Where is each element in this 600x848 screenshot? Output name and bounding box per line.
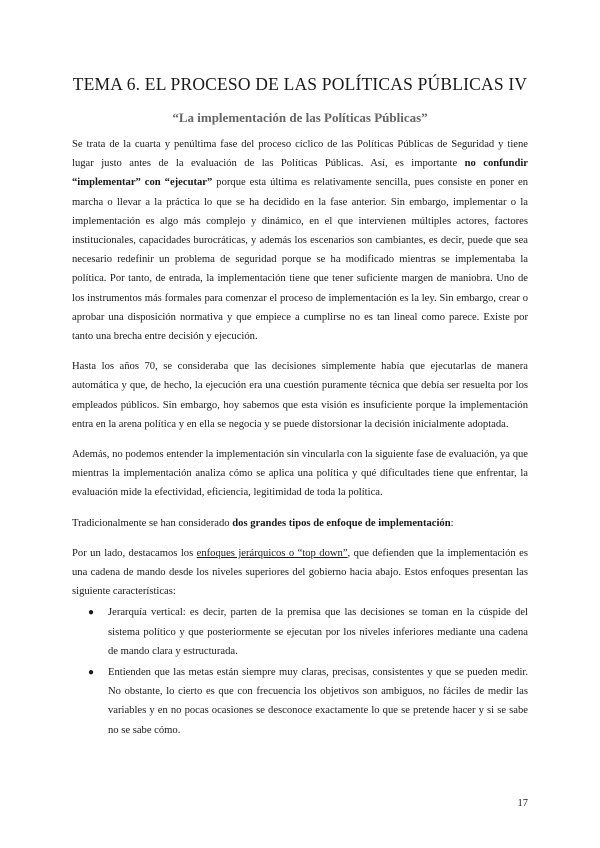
paragraph-5-underlined: enfoques jerárquicos o “top down” xyxy=(196,547,348,559)
paragraph-2: Hasta los años 70, se consideraba que las decisiones simplemente había que ejecutarlas de manera automática y que, de hecho, la ejecución era una cuestión puramente técnica que debía ser resuelta por los empleados públicos. Sin embargo, hoy sabemos que esta visión es insuficiente porque la implementación entra en la arena política y en ella se negocia y se puede distorsionar la decisión inicialmente adoptada. xyxy=(72,361,528,430)
paragraph-1 xyxy=(72,135,528,346)
page-title: TEMA 6. EL PROCESO DE LAS POLÍTICAS PÚBLICAS IV xyxy=(72,74,528,94)
paragraph-4 xyxy=(72,514,528,533)
page-number: 17 xyxy=(517,798,528,809)
paragraph-4-text-a: Tradicionalmente se han considerado xyxy=(72,517,233,529)
document-body xyxy=(72,135,528,742)
bullet-list xyxy=(72,603,528,739)
paragraph-1-bold: no confundir “implementar” con “ejecutar” xyxy=(72,158,528,189)
list-item-text: Jerarquía vertical: es decir, parten de la premisa que las decisiones se toman en la cúspide del sistema político y que posteriormente se ejecutan por los niveles inferiores mediante una cadena de mando clara y estructurada. xyxy=(108,607,528,657)
paragraph-5 xyxy=(72,544,528,602)
bullet-icon: ● xyxy=(88,667,95,679)
list-item xyxy=(72,663,528,740)
page-subtitle: “La implementación de las Políticas Públicas” xyxy=(172,110,428,125)
paragraph-5-text-a: Por un lado, destacamos los xyxy=(72,547,197,559)
paragraph-3: Además, no podemos entender la implementación sin vincularla con la siguiente fase de evaluación, ya que mientras la implementación analiza cómo se aplica una política y qué dificultades tiene que enfrentar, la evaluación mide la efectividad, eficiencia, legitimidad de toda la política. xyxy=(72,449,528,499)
paragraph-1-text-c: porque esta última es relativamente sencilla, pues consiste en poner en marcha o llevar a la práctica lo que se ha decidido en la fase anterior. Sin embargo, implementar o la implementación es algo más complejo y dinámico, en el que intervienen múltiples actores, factores institucionales, capacidades burocráticas, y además los escenarios son cambiantes, es decir, puede que sea necesario redefinir un problema de seguridad porque se ha modificado mientras se implementaba la política. Por tanto, de entrada, la implementación tiene que tener suficiente margen de maniobra. Uno de los instrumentos más formales para comenzar el proceso de implementación es la ley. Sin embargo, crear o aprobar una disposición normativa y que empiece a cumplirse no es tan lineal como parece. Existe por tanto una brecha entre decisión y ejecución. xyxy=(72,177,528,343)
list-item xyxy=(72,603,528,661)
paragraph-4-bold: dos grandes tipos de enfoque de implementación xyxy=(232,517,451,529)
paragraph-1-text-a: Se trata de la cuarta y penúltima fase del proceso cíclico de las Políticas Públicas de Seguridad y tiene lugar justo antes de la evaluación de las Políticas Públicas. Así, es importante xyxy=(72,139,528,170)
list-item-text: Entienden que las metas están siempre muy claras, precisas, consistentes y que se pueden medir. No obstante, lo cierto es que con frecuencia los objetivos son ambiguos, no fáciles de medir las variables y en no pocas ocasiones se desconoce exactamente lo que se pretende hacer y si se sabe no se sabe cómo. xyxy=(108,667,528,736)
bullet-icon: ● xyxy=(88,607,95,619)
paragraph-4-text-c: : xyxy=(450,517,454,529)
paragraph-5-text-c: , que defienden que la implementación es una cadena de mando desde los niveles superiores del gobierno hacia abajo. Estos enfoques presentan las siguiente características: xyxy=(72,547,528,598)
